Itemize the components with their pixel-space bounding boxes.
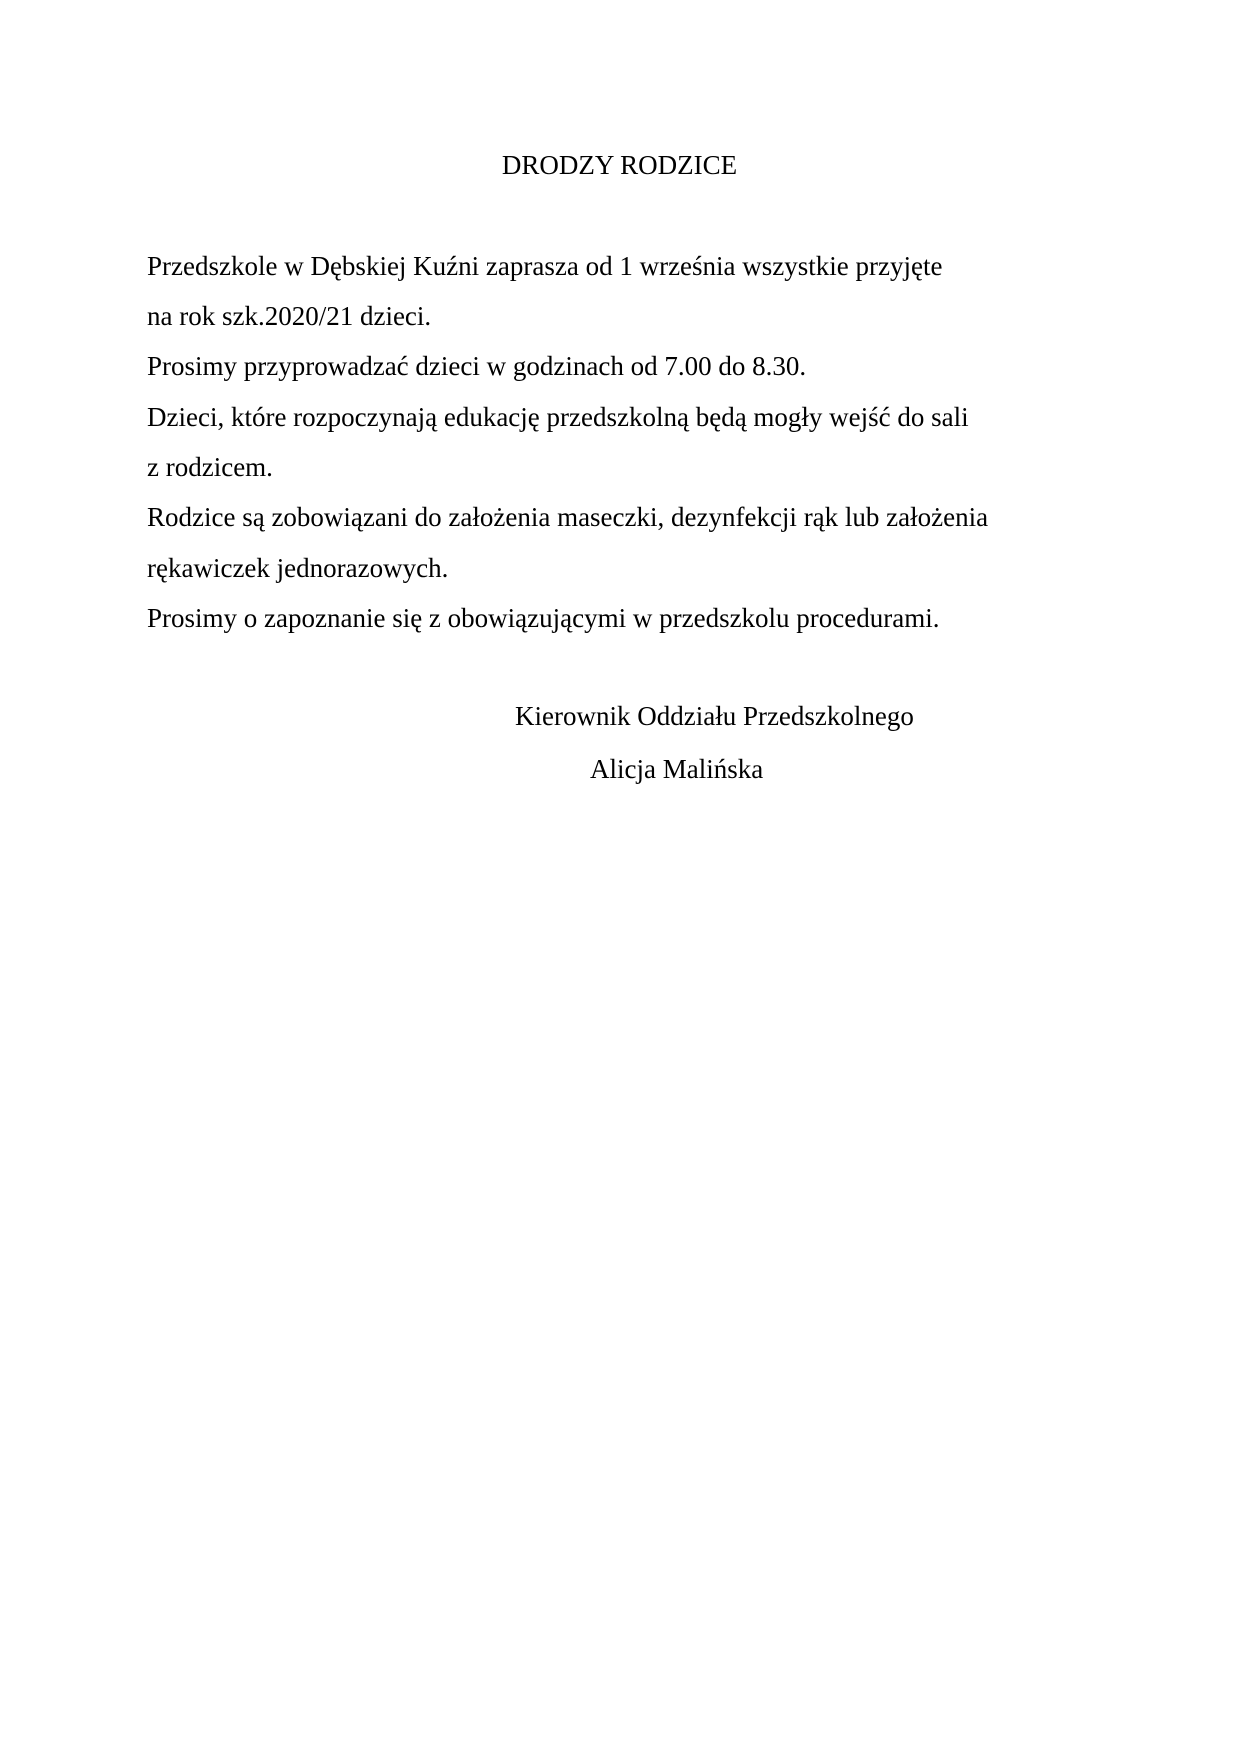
document-title: DRODZY RODZICE <box>501 150 738 180</box>
signature-name: Alicja Malińska <box>590 754 764 784</box>
body-line: rękawiczek jednorazowych. <box>147 553 449 583</box>
body-line: na rok szk.2020/21 dzieci. <box>147 301 432 331</box>
body-line: Przedszkole w Dębskiej Kuźni zaprasza od 1 września wszystkie przyjęte <box>147 251 943 281</box>
signature-role: Kierownik Oddziału Przedszkolnego <box>515 701 914 731</box>
body-line: z rodzicem. <box>147 452 273 482</box>
body-line: Prosimy o zapoznanie się z obowiązującymi w przedszkolu procedurami. <box>147 603 940 633</box>
body-line: Rodzice są zobowiązani do założenia maseczki, dezynfekcji rąk lub założenia <box>147 502 989 532</box>
body-line: Dzieci, które rozpoczynają edukację przedszkolną będą mogły wejść do sali <box>147 402 969 432</box>
body-line: Prosimy przyprowadzać dzieci w godzinach od 7.00 do 8.30. <box>147 351 807 381</box>
